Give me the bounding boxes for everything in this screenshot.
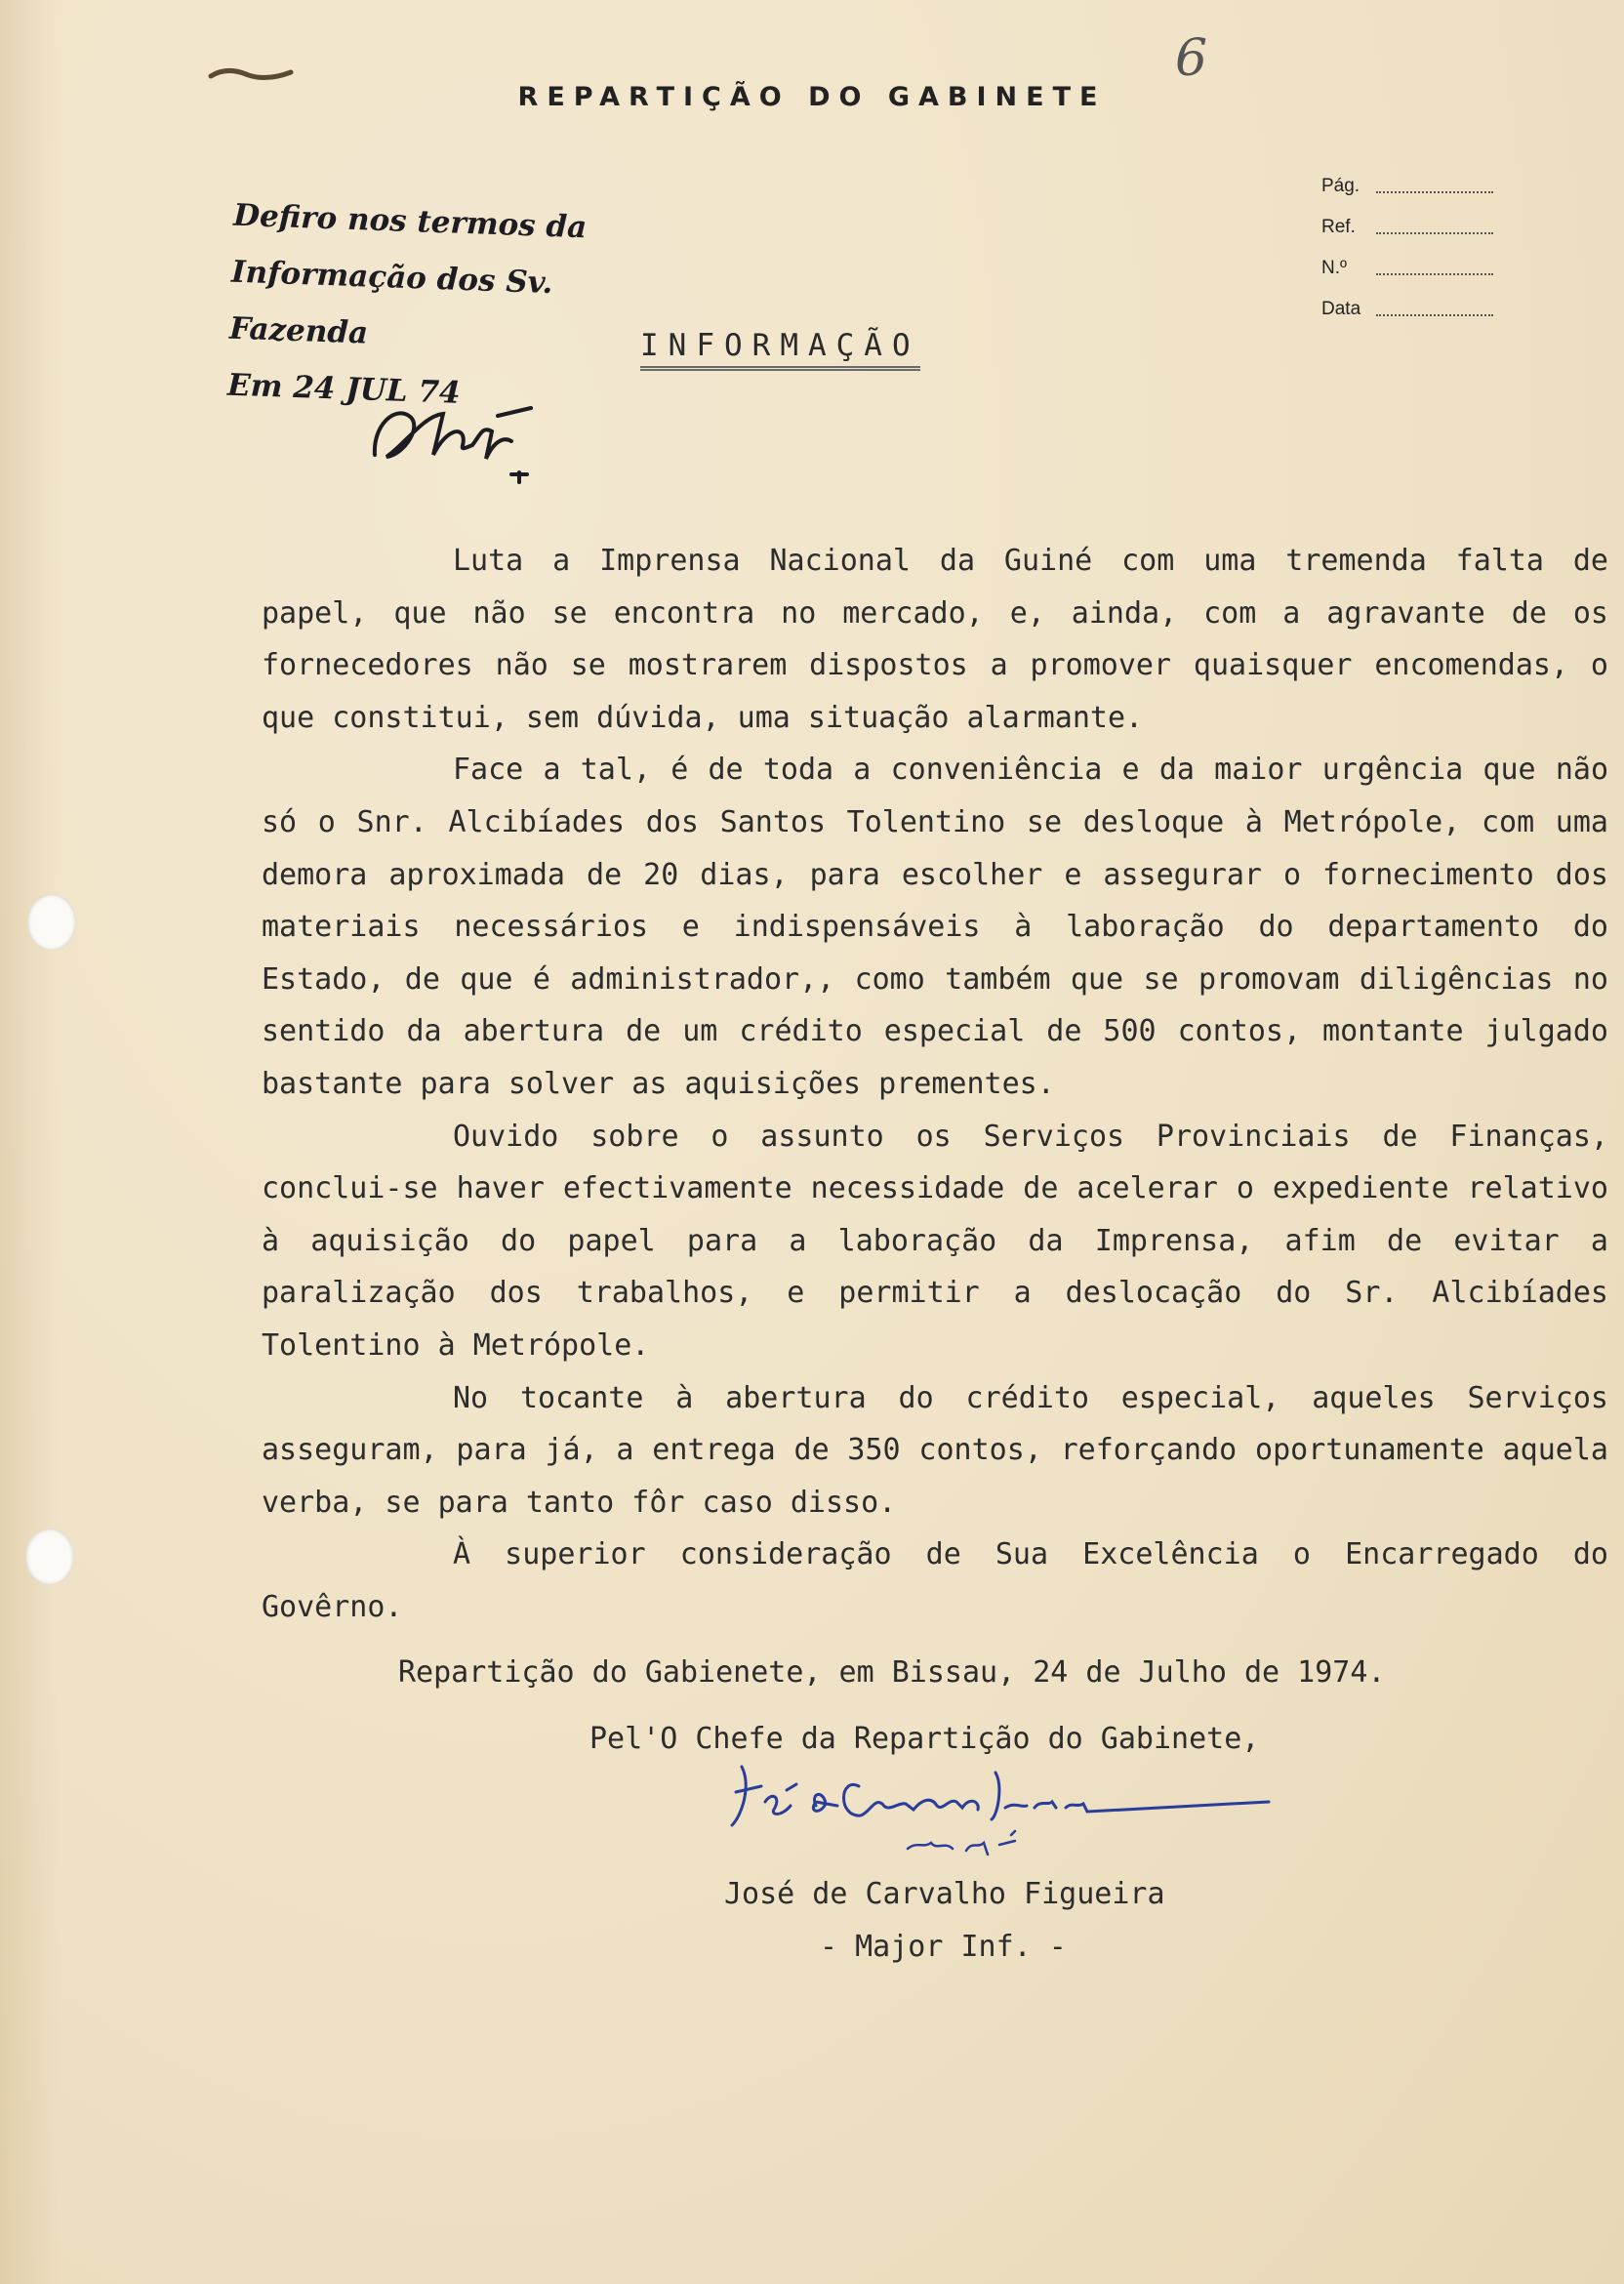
paragraph-3: Ouvido sobre o assunto os Serviços Provinciais de Finanças, conclui-se haver efectivamente necessidade de acelerar o expediente relativo à aquisição do papel para a laboração da Imprensa, afim de evitar a paralização dos trabalhos, e permitir a deslocação do Sr. Alcibíades Tolentino à Metrópole.	[262, 1119, 1608, 1363]
signer-block	[724, 1868, 1165, 1974]
ref-field-number: N.º	[1321, 238, 1493, 279]
date-line: Repartição do Gabienete, em Bissau, 24 de Julho de 1974.	[398, 1655, 1386, 1691]
note-line-2: Informação dos Sv. Fazenda	[228, 254, 553, 351]
paragraph-2: Face a tal, é de toda a conveniência e da maior urgência que não só o Snr. Alcibíades dos Santos Tolentino se desloque à Metrópole, com uma demora aproximada de 20 dias, para escolher e assegurar o fornecimento dos materiais necessários e indispensáveis à laboração do departamento do Estado, de que é administrador,, como também que se promovam diligências no sentido da abertura de um crédito especial de 500 contos, montante julgado bastante para solver as aquisições prementes.	[262, 753, 1608, 1101]
handwritten-signature	[722, 1747, 1288, 1874]
page-number-handwritten: 6	[1175, 29, 1208, 88]
document-title: INFORMAÇÃO	[640, 328, 920, 371]
initials-signature	[365, 387, 541, 484]
signer-name: José de Carvalho Figueira	[724, 1877, 1165, 1911]
ref-field-page: Pág.	[1321, 156, 1493, 197]
signoff-line: Pel'O Chefe da Repartição do Gabinete,	[589, 1722, 1260, 1757]
paragraph-1: Luta a Imprensa Nacional da Guiné com uma tremenda falta de papel, que não se encontra no mercado, e, ainda, com a agravante de os fornecedores não se mostrarem dispostos a promover quaisquer encomendas, o que constitui, sem dúvida, uma situação alarmante.	[262, 544, 1608, 735]
note-line-1: Defiro nos termos da	[232, 197, 588, 246]
signer-rank: - Major Inf. -	[820, 1930, 1067, 1964]
ref-field-date: Data	[1321, 279, 1493, 320]
punch-hole-top	[27, 894, 76, 951]
paragraph-4: No tocante à abertura do crédito especial, aqueles Serviços asseguram, para já, a entrega de 350 contos, reforçando oportunamente aquela verba, se para tanto fôr caso disso.	[262, 1380, 1608, 1520]
letterhead-organization: REPARTIÇÃO DO GABINETE	[517, 82, 1107, 112]
ref-field-ref: Ref.	[1321, 197, 1493, 238]
punch-hole-bottom	[25, 1529, 74, 1585]
document-body	[262, 535, 1608, 1766]
paragraph-5: À superior consideração de Sua Excelência o Encarregado do Govêrno.	[262, 1537, 1608, 1624]
note-line-3: Em 24 JUL 74	[226, 367, 462, 411]
reference-fields	[1321, 156, 1493, 320]
paper-edge-shading	[0, 0, 59, 2284]
